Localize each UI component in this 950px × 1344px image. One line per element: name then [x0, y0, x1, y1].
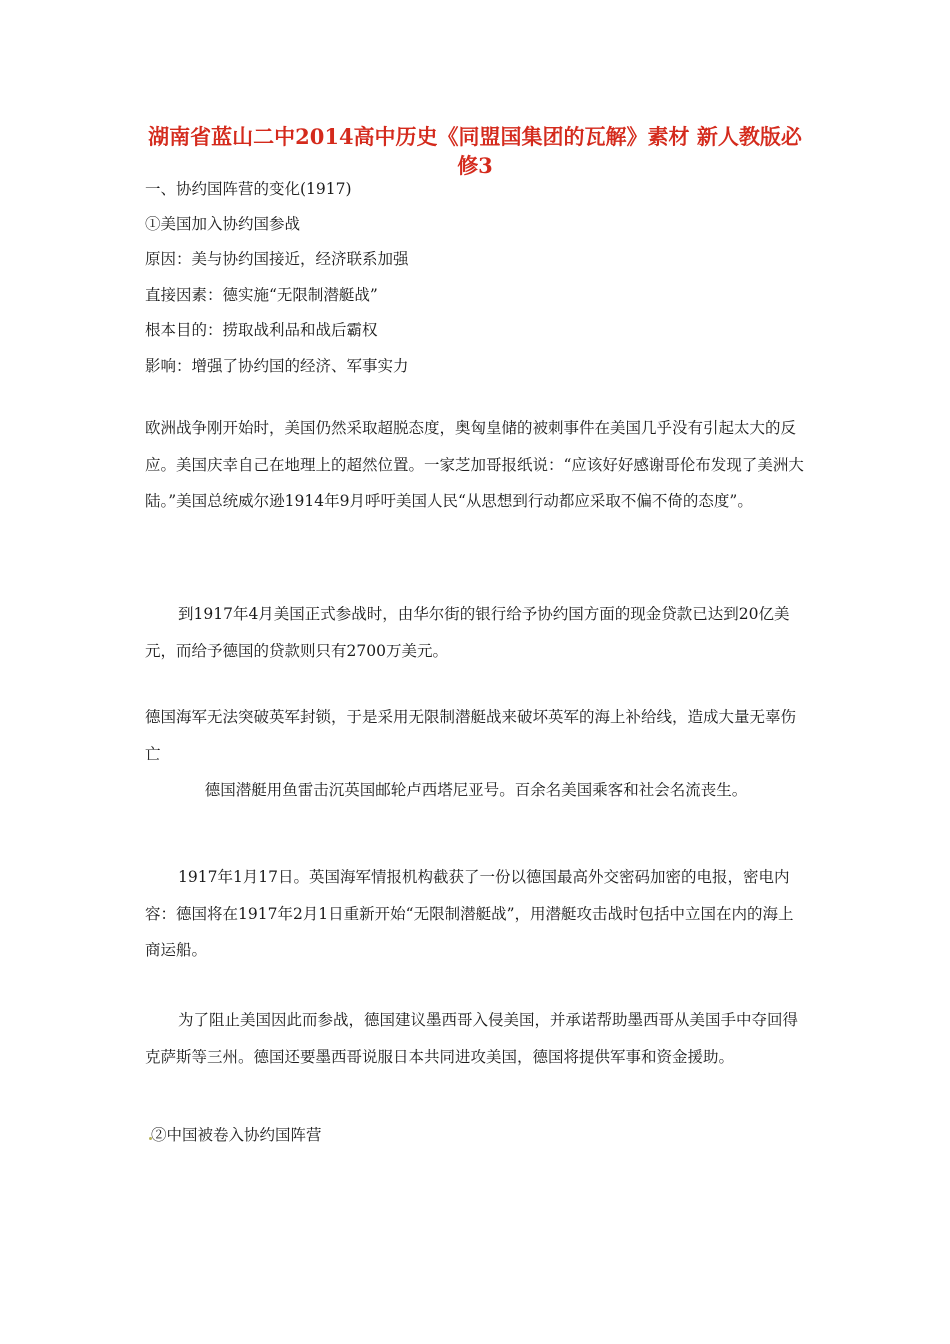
purpose-line: 根本目的：捞取战利品和战后霸权 — [145, 321, 378, 339]
paragraph-lusitania: 德国潜艇用鱼雷击沉英国邮轮卢西塔尼亚号。百余名美国乘客和社会名流丧生。 — [204, 781, 748, 799]
paragraph-telegram: 1917年1月17日。英国海军情报机构截获了一份以德国最高外交密码加密的电报，密电内容：德国将在1917年2月1日重新开始“无限制潜艇战”，用潜艇攻击战时包括中立国在内的海上商运船。 — [145, 868, 794, 959]
direct-factor-line: 直接因素：德实施“无限制潜艇战” — [145, 286, 378, 304]
cause-line: 原因：美与协约国接近，经济联系加强 — [145, 250, 409, 268]
paragraph-mexico: 为了阻止美国因此而参战，德国建议墨西哥入侵美国，并承诺帮助墨西哥从美国手中夺回得克萨斯等三州。德国还要墨西哥说服日本共同进攻美国，德国将提供军事和资金援助。 — [145, 1011, 799, 1066]
subsection-us-joins: ①美国加入协约国参战 — [145, 215, 301, 233]
impact-line: 影响：增强了协约国的经济、军事实力 — [145, 357, 409, 375]
paragraph-blockade: 德国海军无法突破英军封锁，于是采用无限制潜艇战来破坏英军的海上补给线，造成大量无辜伤亡 — [145, 708, 797, 763]
paragraph-loans: 到1917年4月美国正式参战时，由华尔街的银行给予协约国方面的现金贷款已达到20亿美元，而给予德国的贷款则只有2700万美元。 — [145, 605, 790, 660]
paragraph-us-neutrality: 欧洲战争刚开始时，美国仍然采取超脱态度，奥匈皇储的被刺事件在美国几乎没有引起太大的反应。美国庆幸自己在地理上的超然位置。一家芝加哥报纸说：“应该好好感谢哥伦布发现了美洲大陆。”美国总统威尔逊1914年9月呼吁美国人民“从思想到行动都应采取不偏不倚的态度”。 — [145, 419, 804, 510]
subsection-china-label: ②中国被卷入协约国阵营 — [151, 1126, 322, 1144]
subsection-china — [150, 1124, 322, 1146]
section-heading: 一、协约国阵营的变化(1917) — [145, 180, 352, 198]
document-title: 湖南省蓝山二中2014高中历史《同盟国集团的瓦解》素材 新人教版必修3 — [148, 124, 802, 178]
